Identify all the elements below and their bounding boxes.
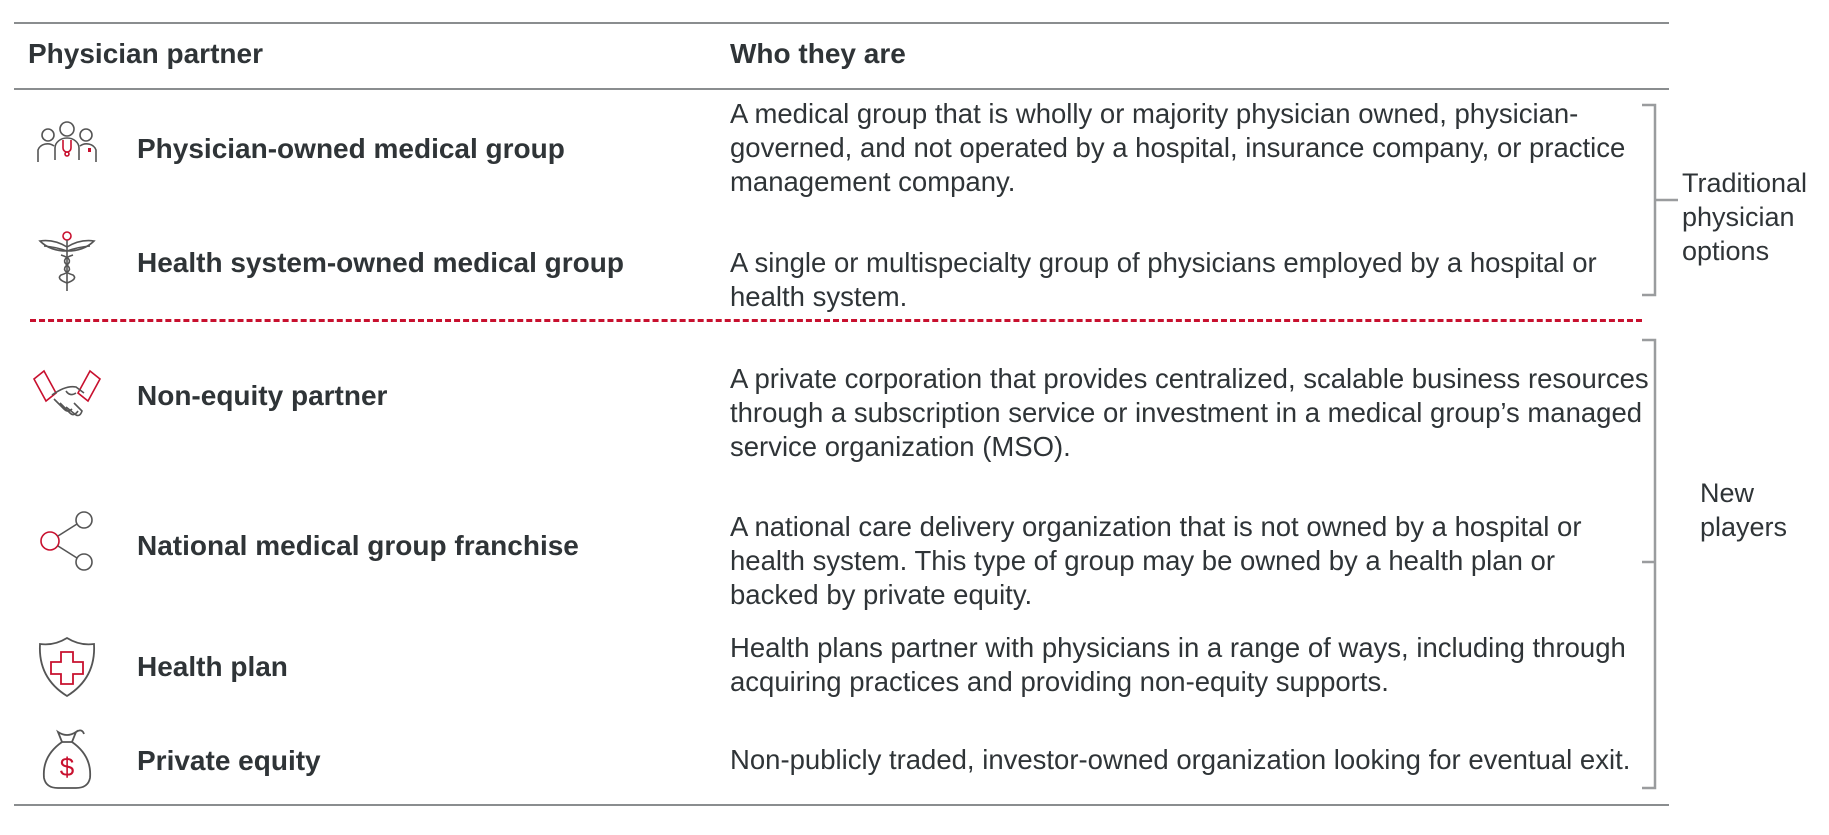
caduceus-icon [34, 229, 100, 295]
row-name-health-system-owned: Health system-owned medical group [137, 247, 624, 278]
row-name-health-plan: Health plan [137, 651, 288, 682]
row-name-non-equity: Non-equity partner [137, 380, 388, 411]
column-header-partner: Physician partner [28, 38, 263, 69]
row-name-private-equity: Private equity [137, 745, 321, 776]
row-desc-health-system-owned: A single or multispecialty group of physicians employed by a hospital or health system. [730, 247, 1597, 312]
row-desc-non-equity: A private corporation that provides centralized, scalable business resources through a subscription service or investment in a medical group’s managed service organization (MSO). [730, 363, 1649, 462]
row-desc-health-plan: Health plans partner with physicians in a range of ways, including through acquiring practices and providing non-equity supports. [730, 632, 1626, 697]
section-divider [30, 319, 1642, 322]
group-label-new-players: New players [1700, 478, 1788, 542]
traditional-bracket [1640, 103, 1680, 297]
svg-text:$: $ [59, 752, 75, 782]
column-header-who: Who they are [730, 38, 906, 69]
group-label-traditional: Traditional physician options [1682, 168, 1808, 266]
table-top-rule [14, 22, 1669, 24]
table-bottom-rule [14, 804, 1669, 806]
new-players-bracket [1640, 338, 1666, 790]
row-name-national-franchise: National medical group franchise [137, 530, 579, 561]
row-desc-private-equity: Non-publicly traded, investor-owned organization looking for eventual exit. [730, 744, 1631, 775]
shield-cross-icon [34, 634, 100, 700]
table-header-rule [14, 88, 1669, 90]
physician-group-icon [34, 116, 100, 182]
handshake-icon [30, 363, 104, 429]
row-desc-national-franchise: A national care delivery organization that is not owned by a hospital or health system. This type of group may be owned by a health plan or backed by private equity. [730, 511, 1582, 610]
row-name-physician-owned: Physician-owned medical group [137, 133, 565, 164]
network-share-icon [34, 508, 100, 574]
row-desc-physician-owned: A medical group that is wholly or majority physician owned, physician-governed, and not operated by a hospital, insurance company, or practice management company. [730, 98, 1626, 197]
money-bag-icon [34, 726, 100, 792]
